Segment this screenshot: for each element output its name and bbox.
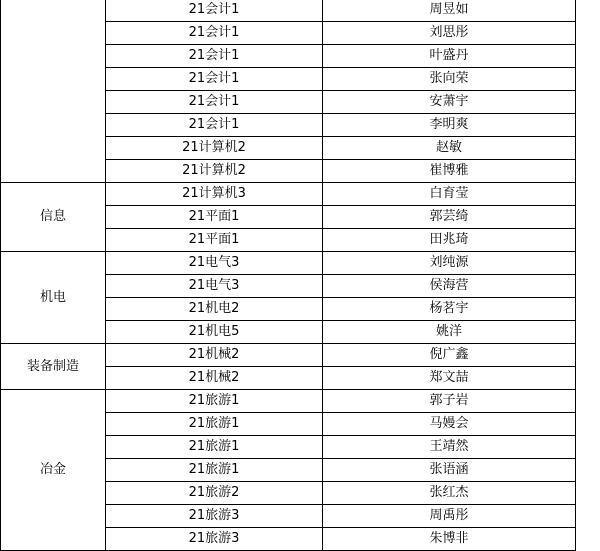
table-row: [1, 252, 576, 275]
name-cell: 崔博雅: [323, 160, 576, 183]
class-cell: 21计算机2: [106, 137, 323, 160]
name-cell: 郑文喆: [323, 367, 576, 390]
name-cell: 周禹彤: [323, 505, 576, 528]
name-cell: 张向荣: [323, 68, 576, 91]
class-cell: 21会计1: [106, 114, 323, 137]
class-cell: 21旅游3: [106, 528, 323, 551]
class-cell: 21会计1: [106, 91, 323, 114]
class-cell: 21机电2: [106, 298, 323, 321]
name-cell: 侯海营: [323, 275, 576, 298]
name-cell: 杨茗宇: [323, 298, 576, 321]
class-cell: 21旅游1: [106, 413, 323, 436]
class-cell: 21电气3: [106, 252, 323, 275]
name-cell: 安萧宇: [323, 91, 576, 114]
table-row: [1, 183, 576, 206]
class-cell: 21电气3: [106, 275, 323, 298]
class-cell: 21旅游1: [106, 436, 323, 459]
name-cell: 姚洋: [323, 321, 576, 344]
class-cell: 21旅游1: [106, 459, 323, 482]
class-cell: 21旅游1: [106, 390, 323, 413]
class-cell: 21会计1: [106, 0, 323, 22]
class-cell: 21机电5: [106, 321, 323, 344]
name-cell: 郭子岩: [323, 390, 576, 413]
table-row: [1, 344, 576, 367]
class-cell: 21旅游3: [106, 505, 323, 528]
class-cell: 21会计1: [106, 22, 323, 45]
roster-body: [1, 0, 576, 551]
table-row: [1, 0, 576, 22]
name-cell: 郭芸绮: [323, 206, 576, 229]
class-cell: 21机械2: [106, 367, 323, 390]
class-cell: 21计算机2: [106, 160, 323, 183]
class-cell: 21会计1: [106, 68, 323, 91]
name-cell: 刘纯源: [323, 252, 576, 275]
class-cell: 21机械2: [106, 344, 323, 367]
table-row: [1, 390, 576, 413]
department-cell: [1, 0, 106, 183]
name-cell: 赵敏: [323, 137, 576, 160]
name-cell: 刘思彤: [323, 22, 576, 45]
name-cell: 王靖然: [323, 436, 576, 459]
class-cell: 21平面1: [106, 229, 323, 252]
name-cell: 朱博非: [323, 528, 576, 551]
name-cell: 李明爽: [323, 114, 576, 137]
name-cell: 张语涵: [323, 459, 576, 482]
name-cell: 白育莹: [323, 183, 576, 206]
department-cell: 机电: [1, 252, 106, 344]
name-cell: 周昱如: [323, 0, 576, 22]
department-cell: 装备制造: [1, 344, 106, 390]
name-cell: 张红杰: [323, 482, 576, 505]
name-cell: 倪广鑫: [323, 344, 576, 367]
name-cell: 马嫚会: [323, 413, 576, 436]
department-cell: 冶金: [1, 390, 106, 551]
class-cell: 21计算机3: [106, 183, 323, 206]
class-cell: 21旅游2: [106, 482, 323, 505]
department-cell: 信息: [1, 183, 106, 252]
name-cell: 叶盛丹: [323, 45, 576, 68]
class-cell: 21平面1: [106, 206, 323, 229]
class-cell: 21会计1: [106, 45, 323, 68]
name-cell: 田兆琦: [323, 229, 576, 252]
